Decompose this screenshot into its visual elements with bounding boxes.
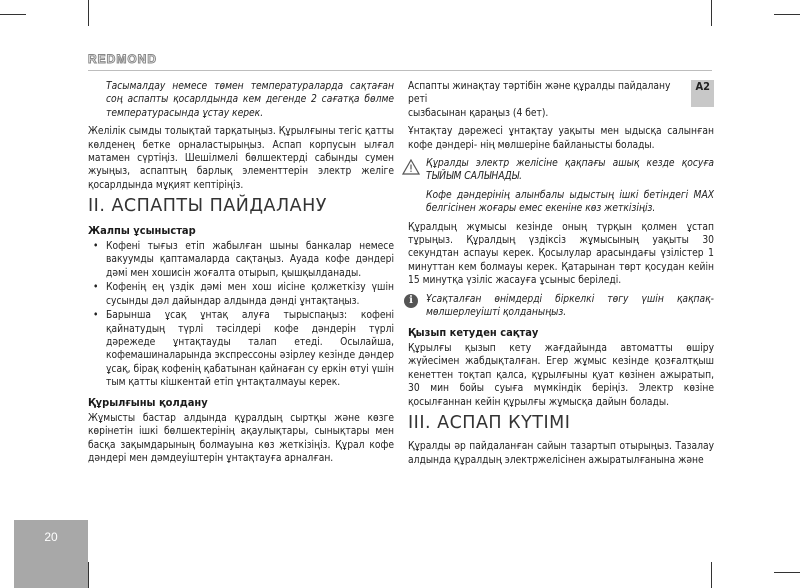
section-title-usage: II. АСПАПТЫ ПАЙДАЛАНУ <box>88 196 327 217</box>
crop-mark <box>711 0 712 26</box>
assembly-text: Аспапты жинақтау тәртібін және құралды пайдалану реті <box>408 81 671 106</box>
crop-mark <box>0 14 26 15</box>
crop-mark <box>774 572 800 573</box>
overheat-paragraph: Құрылғы қызып кету жағдайында автоматты өшіру жүйесімен жабдықталған. Егер жұмыс кезінде қозғалтқыш кенеттен тоқтап қалса, құрылғыны қуат көзінен ажыратып, 30 мин бойы суыға мүмкіндік беріңіз. Электр көзіне қосылғаннан кейін құрылғы жұмысқа дайын болады. <box>408 342 714 408</box>
setup-paragraph: Желілік сымды толықтай тарқатыңыз. Құрылғыны тегіс қатты көлденең бетке орналастырыңыз. Аспап корпусын ылғал матамен сүртіңіз. Шешілмелі бөлшектерді сабынды сумен жуыңыз, аспаптың барлық элементтерін электр желіге қосарлдында мұқият кептіріңіз. <box>88 126 394 191</box>
warning-note <box>408 157 714 216</box>
bullet-icon: • <box>93 241 99 253</box>
bullet-icon: • <box>93 310 99 322</box>
figure-reference-badge: A2 <box>691 80 714 107</box>
crop-mark <box>88 562 89 588</box>
general-recommendations-heading: Жалпы ұсыныстар <box>88 223 196 237</box>
assembly-text-cont: сызбасынан қараңыз (4 бет). <box>408 107 549 119</box>
info-text: Ұсақталған өнімдерді біркелкі төгу үшін қақпақ-мөлшерлеуішті қолданыңыз. <box>426 293 714 319</box>
care-paragraph: Құралды әр пайдаланған сайын тазартып отырыңыз. Тазалау алдында құралдың электржелісінен ажыратылғанына және <box>408 441 714 466</box>
page-number: 20 <box>44 530 58 544</box>
right-column <box>408 80 714 472</box>
recommendations-list <box>88 240 394 389</box>
grind-degree-paragraph: Ұнтақтау дәрежесі ұнтақтау уақыты мен ыдысқа салынған кофе дәндері- нің мөлшеріне байланысты болады. <box>408 126 714 151</box>
warning-text: Құралды электр желісіне қақпағы ашық кезде қосуға ТЫЙЫМ САЛЫНАДЫ. <box>426 158 714 183</box>
usage-paragraph: Жұмысты бастар алдында құралдың сыртқы және көзге көрінетін ішкі бөлшектерінің ақаулықтары, сынықтары мен басқа зақымдарының болмауына көз жеткізіңіз. Құрал кофе дәндері мен дәмдеуіштерін ұнтақтауға арналған. <box>88 412 394 465</box>
list-item: • Кофенің ең үздік дәмі мен хош иісіне қолжеткізу үшін сусынды дәл дайындар алдында дәнді ұнтақтаңыз. <box>93 282 394 307</box>
header-rule <box>88 70 712 71</box>
warning-icon <box>402 159 420 175</box>
max-mark-note: Кофе дәндерінің алынбалы ыдыстың ішкі бетіндегі MAX белгісінен жоғары емес екеніне көз жеткізіңіз. <box>426 189 714 215</box>
left-column <box>88 80 394 471</box>
list-item: • Барынша ұсақ ұнтақ алуға тырыспаңыз: кофені қайнатудың түрлі тәсілдері кофе дәндерін түрлі дәрежеде ұнтақтауды талап етеді. Осылайша, кофемашиналарында экспрессоны әзірлеу кезінде дәндер ұсақ, бірақ кофенің қабатынан қайнаған су еркін өтуі үшін тым қатты кішкентай етіп ұнтақталмауы керек. <box>93 310 394 389</box>
overheat-protection-heading: Қызып кетуден сақтау <box>408 325 539 339</box>
brand-logo: REDMOND <box>88 52 157 66</box>
transport-note: Тасымалдау немесе төмен температураларда сақтаған соң аспапты қосарлдында кем дегенде 2 сағатқа бөлме температурасында ұстау керек. <box>106 81 394 119</box>
device-usage-heading: Құрылғыны қолдану <box>88 395 208 409</box>
section-title-care: III. АСПАП КҮТІМІ <box>408 412 571 433</box>
bullet-icon: • <box>93 282 99 294</box>
list-item: • Кофені тығыз етіп жабылған шыны банкалар немесе вакуумды қаптамаларда сақтаңыз. Ауада кофе дәндері дәмі мен хошисін жоғалта отырып, қышқылданады. <box>93 241 394 279</box>
page-number-box <box>14 520 88 588</box>
crop-mark <box>88 0 89 26</box>
assembly-reference-line <box>408 80 714 107</box>
crop-mark <box>774 14 800 15</box>
info-note <box>408 293 714 320</box>
info-icon: i <box>404 294 418 308</box>
crop-mark <box>711 562 712 588</box>
operation-paragraph: Құралдың жұмысы кезінде оның түрқын қолмен ұстап тұрыңыз. Құралдың үздіксіз жұмысының уақыты 30 секундтан аспауы керек. Қосылулар арасындағы үзілістер 1 минуттан кем болмауы керек. Қатарынан төрт қосудан кейін 15 минутқа үзіліс жасауға ұсыныс беріледі. <box>408 221 714 287</box>
